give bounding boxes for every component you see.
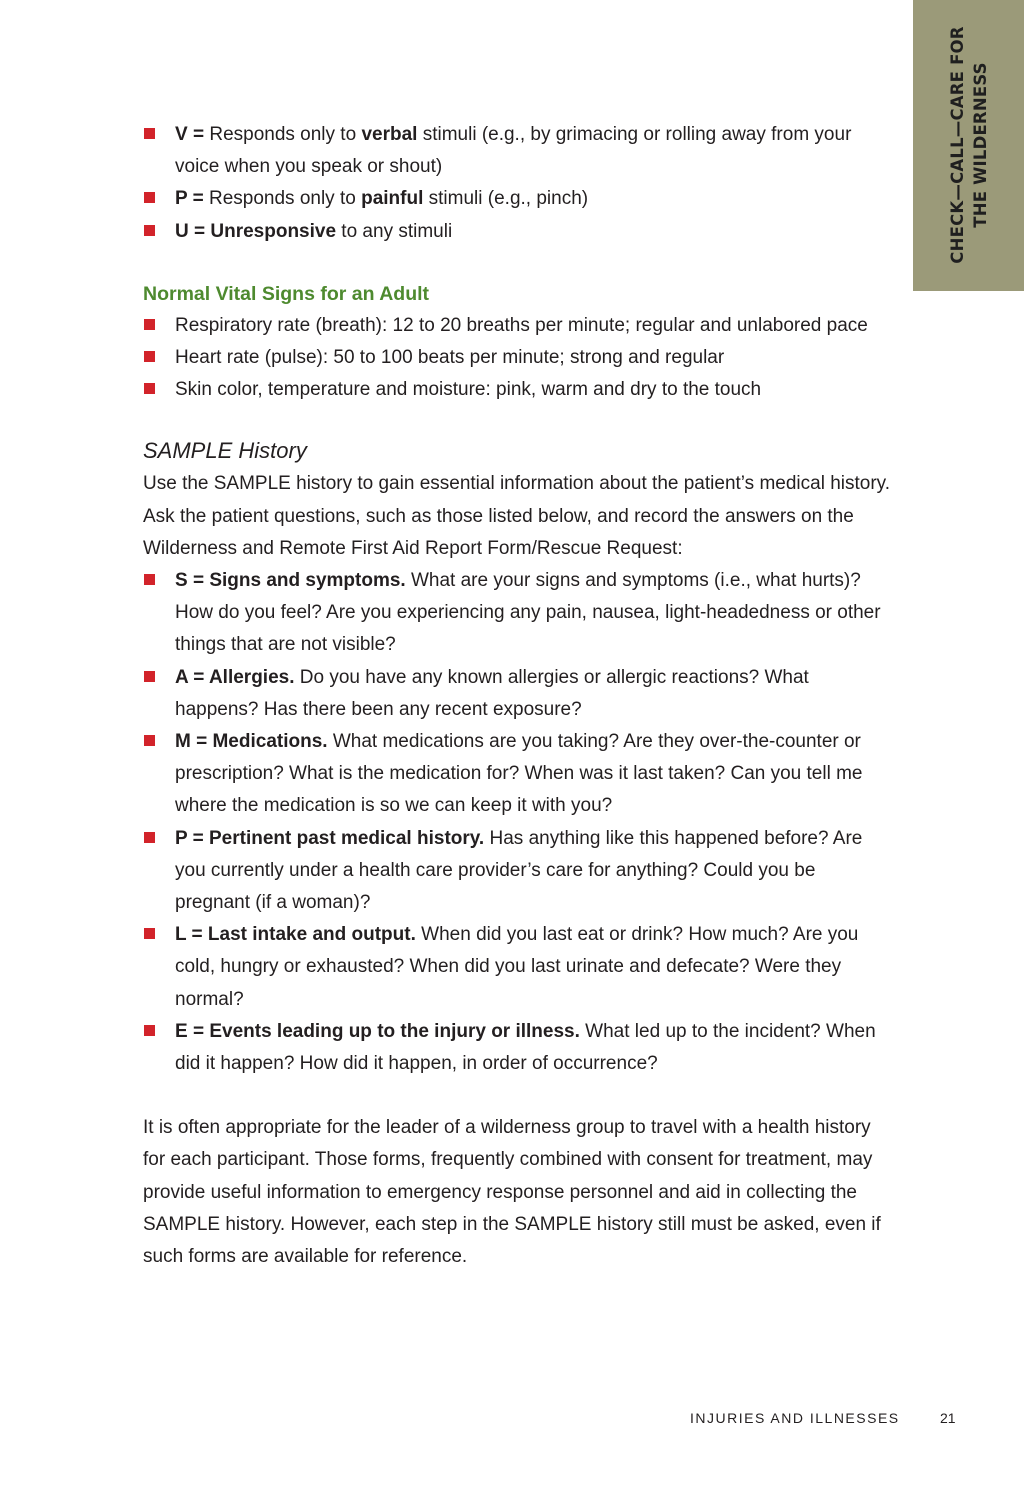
item-key: U = Unresponsive [175,220,337,242]
list-item-sample-p [143,823,893,920]
page-number: 21 [940,1410,956,1426]
chapter-side-tab [913,0,1024,291]
item-emphasis: painful [361,188,424,210]
item-key: A = Allergies. [175,666,295,688]
item-text: Has anything like this happened before? Are you currently under a health care provider’s care for anything? Could you be pregnant (if a woman)? [175,827,863,914]
item-emphasis: verbal [361,124,418,145]
item-key: P = Pertinent past medical history. [175,827,485,849]
item-text: What medications are you taking? Are they over-the-counter or prescription? What is the medication for? When was it last taken? Can you tell me where the medication is so we can keep it with you? [175,731,863,817]
list-item-sample-s [143,565,893,662]
list-item-sample-a [143,662,893,726]
item-text: Do you have any known allergies or allergic reactions? What happens? Has there been any recent exposure? [175,666,809,720]
closing-paragraph: It is often appropriate for the leader of a wilderness group to travel with a health history for each participant. Those forms, frequently combined with consent for treatment, may provide useful information to emergency response personnel and aid in collecting the SAMPLE history. However, each step in the SAMPLE history still must be asked, even if such forms are available for reference. [143,1117,881,1268]
sample-intro-paragraph: Use the SAMPLE history to gain essential information about the patient’s medical history. Ask the patient questions, such as those listed below, and record the answers on the Wilderness and Remote First Aid Report Form/Rescue Request: [143,473,891,559]
item-text: to any stimuli [336,220,453,242]
chapter-tab-line-2: THE WILDERNESS [971,62,990,228]
list-item-avpu-p [143,183,893,215]
list-item: Skin color, temperature and moisture: pink, warm and dry to the touch [143,374,893,406]
vital-signs-heading: Normal Vital Signs for an Adult [143,282,430,305]
item-key: M = Medications. [175,731,328,753]
item-key: P = [175,188,204,210]
list-item: Heart rate (pulse): 50 to 100 beats per minute; strong and regular [143,342,893,374]
item-text: stimuli (e.g., pinch) [423,188,589,210]
list-item-avpu-v [143,119,893,183]
sample-history-title: SAMPLE History [143,438,307,464]
item-key: V = [175,124,205,145]
item-text: What are your signs and symptoms (i.e., what hurts)? How do you feel? Are you experiencing any pain, nausea, light-headedness or other things that are not visible? [175,570,881,656]
list-item: Respiratory rate (breath): 12 to 20 breaths per minute; regular and unlabored pace [143,310,893,342]
chapter-tab-line-1: CHECK—CALL—CARE FOR [948,26,967,264]
list-item-avpu-u [143,216,893,248]
item-key: S = Signs and symptoms. [175,570,406,592]
chapter-tab-label [946,26,992,263]
sample-list [143,565,893,1080]
list-item-sample-e [143,1016,893,1080]
item-key: E = Events leading up to the injury or illness. [175,1020,580,1042]
item-text: What led up to the incident? When did it happen? How did it happen, in order of occurrence? [175,1020,876,1075]
vital-signs-list [143,310,893,407]
item-key: L = Last intake and output. [175,924,416,946]
item-text: Responds only to [203,188,362,210]
item-text: stimuli (e.g., by grimacing or rolling away from your voice when you speak or shout) [175,124,852,178]
avpu-list [143,119,893,248]
footer-section-title: INJURIES AND ILLNESSES [690,1410,900,1426]
list-item-sample-m [143,726,893,823]
item-text: Responds only to [204,124,362,145]
list-item-sample-l [143,919,893,1016]
item-text: When did you last eat or drink? How much? Are you cold, hungry or exhausted? When did you last urinate and defecate? Were they normal? [175,924,859,1010]
page-content [143,119,893,1273]
